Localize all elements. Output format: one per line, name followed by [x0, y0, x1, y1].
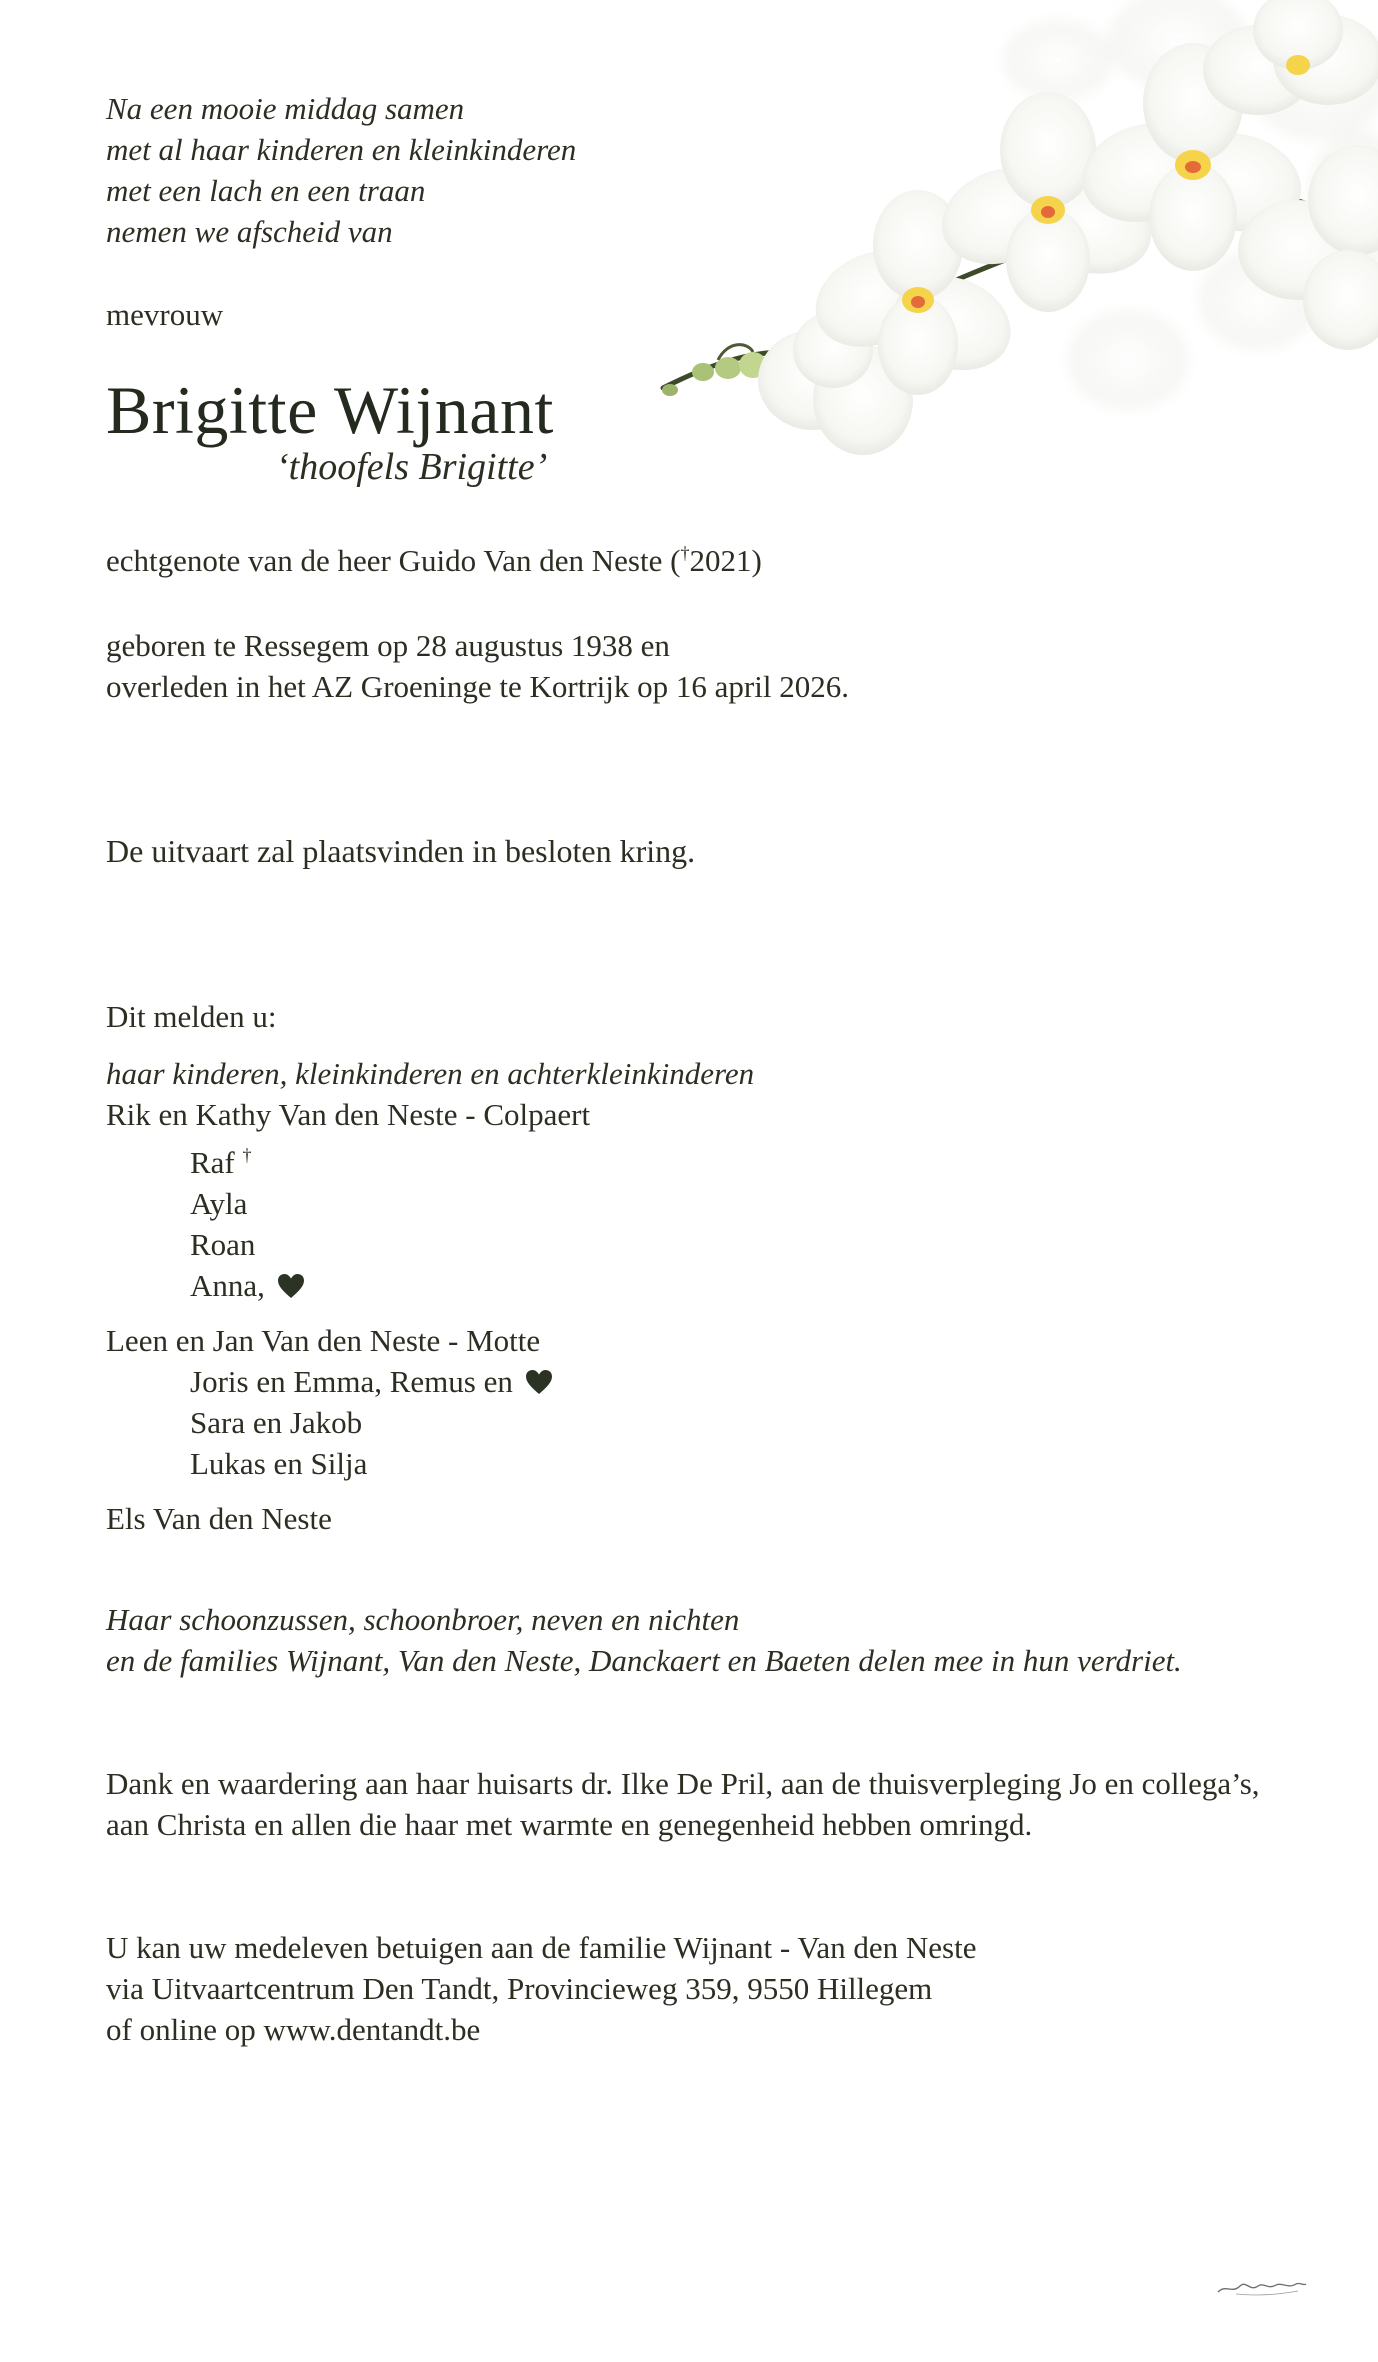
death-line: overleden in het AZ Groeninge te Kortrijk op 16 april 2026. [106, 669, 849, 704]
designer-signature [1216, 2274, 1308, 2300]
condolence-line: U kan uw medeleven betuigen aan de familie Wijnant - Van den Neste [106, 1930, 977, 1965]
funeral-notice: De uitvaart zal plaatsvinden in besloten kring. [106, 833, 696, 869]
birth-death-info [106, 625, 1306, 707]
memorial-poem [106, 88, 1306, 252]
grandchild: Roan [190, 1227, 256, 1262]
condolence-line: via Uitvaartcentrum Den Tandt, Provincieweg 359, 9550 Hillegem [106, 1971, 933, 2006]
heart-icon [525, 1369, 553, 1395]
family-parent: Rik en Kathy Van den Neste - Colpaert [106, 1097, 591, 1132]
spouse-year: 2021 [689, 543, 752, 578]
grandchild: Lukas en Silja [190, 1446, 368, 1481]
grandchild-name: Joris en Emma, Remus en [190, 1364, 513, 1399]
thanks-line: Dank en waardering aan haar huisarts dr. Ilke De Pril, aan de thuisverpleging Jo en collega’s, [106, 1766, 1260, 1801]
family-parent: Leen en Jan Van den Neste - Motte [106, 1323, 541, 1358]
family-intro: haar kinderen, kleinkinderen en achterkleinkinderen [106, 1056, 755, 1091]
relatives-line: en de families Wijnant, Van den Neste, Danckaert en Baeten delen mee in hun verdriet. [106, 1643, 1182, 1678]
family-group-2 [106, 1320, 1306, 1484]
heart-icon [277, 1273, 305, 1299]
deceased-nickname: ‘thoofels Brigitte’ [276, 446, 548, 488]
poem-line: met al haar kinderen en kleinkinderen [106, 132, 577, 167]
grandchild [106, 1265, 1306, 1306]
grandchild-name: Anna, [190, 1268, 265, 1303]
obituary-text [106, 88, 1306, 2050]
grandchild: Ayla [190, 1186, 248, 1221]
grandchild: Sara en Jakob [190, 1405, 363, 1440]
announce-line: Dit melden u: [106, 999, 277, 1034]
spouse-text: echtgenote van de heer Guido Van den Neste ( [106, 543, 681, 578]
family-group-1 [106, 1094, 1306, 1306]
poem-line: met een lach en een traan [106, 173, 426, 208]
grandchild [106, 1361, 1306, 1402]
spouse-line [106, 533, 1306, 581]
dagger-mark: † [680, 543, 690, 563]
dagger-mark: † [242, 1145, 252, 1165]
poem-line: Na een mooie middag samen [106, 91, 465, 126]
condolence-website[interactable]: of online op www.dentandt.be [106, 2012, 481, 2047]
family-group-3 [106, 1498, 1306, 1539]
poem-line: nemen we afscheid van [106, 214, 393, 249]
birth-line: geboren te Ressegem op 28 augustus 1938 en [106, 628, 670, 663]
relatives-line: Haar schoonzussen, schoonbroer, neven en nichten [106, 1602, 740, 1637]
family-parent: Els Van den Neste [106, 1501, 332, 1536]
deceased-name: Brigitte Wijnant [106, 372, 554, 448]
grandchild [106, 1135, 1306, 1183]
thanks-line: aan Christa en allen die haar met warmte en genegenheid hebben omringd. [106, 1807, 1033, 1842]
grandchild-name: Raf [190, 1145, 235, 1180]
condolence-notice [106, 1927, 1306, 2050]
relatives-notice [106, 1599, 1306, 1681]
title-word: mevrouw [106, 297, 224, 332]
thanks-notice [106, 1763, 1306, 1845]
spouse-close: ) [751, 543, 762, 578]
